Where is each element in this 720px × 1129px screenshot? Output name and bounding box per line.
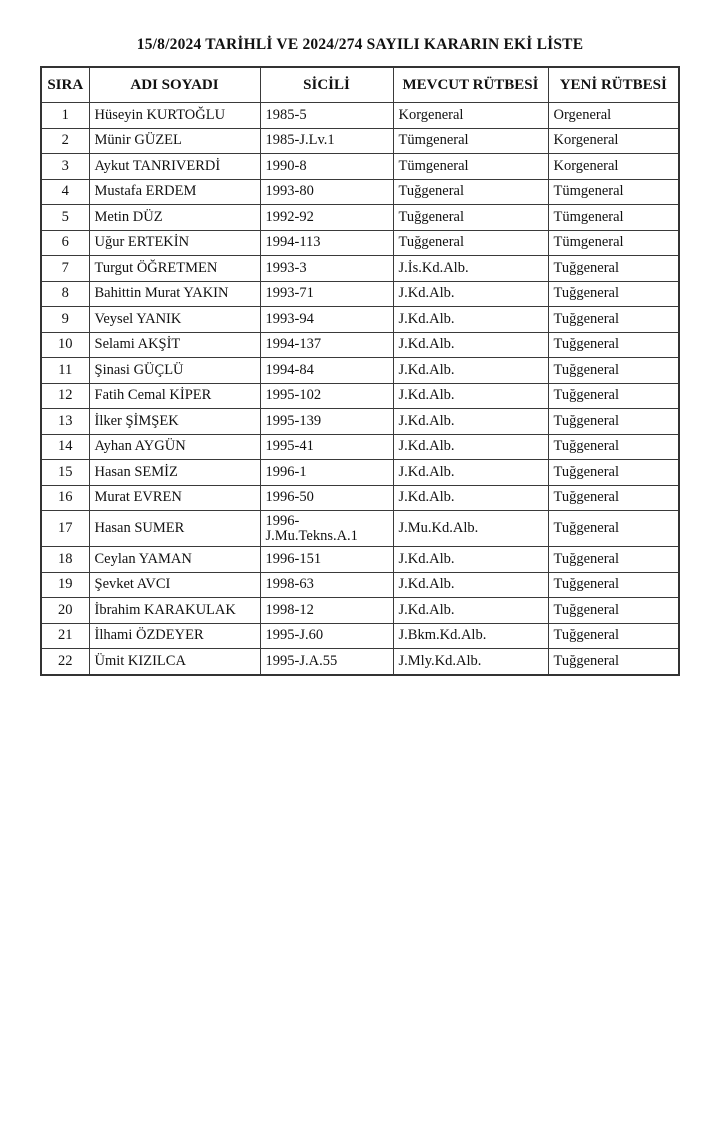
table-row [41, 511, 679, 547]
cell-name: Murat EVREN [89, 485, 260, 511]
cell-new-rank: Tuğgeneral [548, 460, 679, 486]
cell-current-rank: Tümgeneral [393, 128, 548, 154]
cell-current-rank: J.Kd.Alb. [393, 485, 548, 511]
cell-new-rank: Korgeneral [548, 128, 679, 154]
table-row [41, 332, 679, 358]
cell-new-rank: Tuğgeneral [548, 358, 679, 384]
cell-new-rank: Tuğgeneral [548, 409, 679, 435]
cell-name: Ceylan YAMAN [89, 547, 260, 573]
cell-sicil: 1994-113 [260, 230, 393, 256]
cell-new-rank: Tuğgeneral [548, 307, 679, 333]
cell-sira: 9 [41, 307, 89, 333]
cell-name: Turgut ÖĞRETMEN [89, 256, 260, 282]
cell-sicil: 1995-139 [260, 409, 393, 435]
cell-sira: 17 [41, 511, 89, 547]
table-row [41, 547, 679, 573]
cell-current-rank: Tuğgeneral [393, 179, 548, 205]
cell-sira: 21 [41, 623, 89, 649]
cell-name: Hüseyin KURTOĞLU [89, 103, 260, 129]
table-row [41, 572, 679, 598]
cell-sicil: 1993-94 [260, 307, 393, 333]
cell-sira: 1 [41, 103, 89, 129]
cell-sira: 14 [41, 434, 89, 460]
cell-sira: 10 [41, 332, 89, 358]
table-row [41, 281, 679, 307]
table-row [41, 103, 679, 129]
cell-current-rank: Korgeneral [393, 103, 548, 129]
table-row [41, 256, 679, 282]
cell-new-rank: Orgeneral [548, 103, 679, 129]
cell-sicil: 1985-J.Lv.1 [260, 128, 393, 154]
cell-name: Metin DÜZ [89, 205, 260, 231]
cell-sira: 11 [41, 358, 89, 384]
cell-sicil: 1994-84 [260, 358, 393, 384]
cell-sicil: 1993-3 [260, 256, 393, 282]
cell-sicil: 1990-8 [260, 154, 393, 180]
cell-sira: 22 [41, 649, 89, 675]
cell-name: Münir GÜZEL [89, 128, 260, 154]
table-row [41, 623, 679, 649]
cell-new-rank: Tuğgeneral [548, 383, 679, 409]
table-row [41, 179, 679, 205]
cell-name: Hasan SEMİZ [89, 460, 260, 486]
cell-sira: 6 [41, 230, 89, 256]
cell-sira: 5 [41, 205, 89, 231]
cell-sira: 2 [41, 128, 89, 154]
cell-sira: 8 [41, 281, 89, 307]
cell-new-rank: Tuğgeneral [548, 623, 679, 649]
cell-current-rank: J.Kd.Alb. [393, 434, 548, 460]
cell-current-rank: Tuğgeneral [393, 230, 548, 256]
cell-current-rank: Tuğgeneral [393, 205, 548, 231]
cell-new-rank: Tuğgeneral [548, 547, 679, 573]
cell-current-rank: Tümgeneral [393, 154, 548, 180]
cell-new-rank: Tümgeneral [548, 230, 679, 256]
cell-sicil: 1995-J.A.55 [260, 649, 393, 675]
table-row [41, 434, 679, 460]
cell-name: Uğur ERTEKİN [89, 230, 260, 256]
cell-name: Veysel YANIK [89, 307, 260, 333]
cell-sira: 18 [41, 547, 89, 573]
cell-current-rank: J.Kd.Alb. [393, 547, 548, 573]
cell-current-rank: J.Mly.Kd.Alb. [393, 649, 548, 675]
cell-current-rank: J.Bkm.Kd.Alb. [393, 623, 548, 649]
cell-sicil-line: 1996- [265, 512, 300, 529]
cell-current-rank: J.Kd.Alb. [393, 383, 548, 409]
table-header-row [41, 67, 679, 103]
cell-sira: 3 [41, 154, 89, 180]
cell-current-rank: J.Mu.Kd.Alb. [393, 511, 548, 547]
cell-sicil: 1994-137 [260, 332, 393, 358]
cell-sicil: 1995-41 [260, 434, 393, 460]
cell-name: Mustafa ERDEM [89, 179, 260, 205]
header-current-rank: MEVCUT RÜTBESİ [393, 67, 548, 103]
cell-sicil-line: J.Mu.Tekns.A.1 [265, 527, 358, 544]
header-name: ADI SOYADI [89, 67, 260, 103]
cell-sira: 15 [41, 460, 89, 486]
document-title: 15/8/2024 TARİHLİ VE 2024/274 SAYILI KARARIN EKİ LİSTE [136, 36, 584, 53]
cell-current-rank: J.Kd.Alb. [393, 572, 548, 598]
cell-current-rank: J.Kd.Alb. [393, 281, 548, 307]
cell-sicil: 1998-12 [260, 598, 393, 624]
cell-name: Şinasi GÜÇLÜ [89, 358, 260, 384]
cell-new-rank: Tuğgeneral [548, 598, 679, 624]
cell-sira: 4 [41, 179, 89, 205]
cell-name: İbrahim KARAKULAK [89, 598, 260, 624]
cell-name: Hasan SUMER [89, 511, 260, 547]
cell-name: Şevket AVCI [89, 572, 260, 598]
cell-new-rank: Tuğgeneral [548, 572, 679, 598]
cell-sicil: 1996-1 [260, 460, 393, 486]
cell-name: İlhami ÖZDEYER [89, 623, 260, 649]
cell-new-rank: Korgeneral [548, 154, 679, 180]
cell-sira: 7 [41, 256, 89, 282]
cell-new-rank: Tuğgeneral [548, 434, 679, 460]
cell-sicil: 1993-80 [260, 179, 393, 205]
cell-sicil: 1992-92 [260, 205, 393, 231]
cell-current-rank: J.İs.Kd.Alb. [393, 256, 548, 282]
table-row [41, 128, 679, 154]
table-row [41, 485, 679, 511]
cell-current-rank: J.Kd.Alb. [393, 409, 548, 435]
cell-new-rank: Tuğgeneral [548, 649, 679, 675]
cell-sira: 13 [41, 409, 89, 435]
table-row [41, 383, 679, 409]
cell-new-rank: Tuğgeneral [548, 511, 679, 547]
cell-current-rank: J.Kd.Alb. [393, 358, 548, 384]
cell-new-rank: Tümgeneral [548, 179, 679, 205]
table-row [41, 154, 679, 180]
cell-sicil: 1996-50 [260, 485, 393, 511]
cell-sira: 20 [41, 598, 89, 624]
table-row [41, 307, 679, 333]
cell-sicil: 1995-102 [260, 383, 393, 409]
header-sira: SIRA [41, 67, 89, 103]
cell-name: Aykut TANRIVERDİ [89, 154, 260, 180]
cell-new-rank: Tuğgeneral [548, 281, 679, 307]
cell-name: Selami AKŞİT [89, 332, 260, 358]
cell-sira: 19 [41, 572, 89, 598]
cell-sira: 16 [41, 485, 89, 511]
cell-name: Fatih Cemal KİPER [89, 383, 260, 409]
cell-new-rank: Tümgeneral [548, 205, 679, 231]
cell-sicil: 1985-5 [260, 103, 393, 129]
table-row [41, 649, 679, 675]
cell-sicil: 1995-J.60 [260, 623, 393, 649]
cell-name: Bahittin Murat YAKIN [89, 281, 260, 307]
header-new-rank: YENİ RÜTBESİ [548, 67, 679, 103]
cell-current-rank: J.Kd.Alb. [393, 598, 548, 624]
cell-new-rank: Tuğgeneral [548, 332, 679, 358]
cell-new-rank: Tuğgeneral [548, 256, 679, 282]
cell-name: Ümit KIZILCA [89, 649, 260, 675]
cell-sicil [260, 511, 393, 547]
table-body [41, 103, 679, 675]
table-row [41, 358, 679, 384]
table-row [41, 460, 679, 486]
cell-new-rank: Tuğgeneral [548, 485, 679, 511]
promotion-list-table [40, 66, 680, 676]
header-sicil: SİCİLİ [260, 67, 393, 103]
cell-sira: 12 [41, 383, 89, 409]
cell-current-rank: J.Kd.Alb. [393, 307, 548, 333]
cell-sicil: 1993-71 [260, 281, 393, 307]
cell-current-rank: J.Kd.Alb. [393, 332, 548, 358]
table-row [41, 598, 679, 624]
table-row [41, 409, 679, 435]
cell-name: İlker ŞİMŞEK [89, 409, 260, 435]
cell-sicil: 1998-63 [260, 572, 393, 598]
cell-current-rank: J.Kd.Alb. [393, 460, 548, 486]
cell-sicil: 1996-151 [260, 547, 393, 573]
table-row [41, 230, 679, 256]
cell-name: Ayhan AYGÜN [89, 434, 260, 460]
table-row [41, 205, 679, 231]
